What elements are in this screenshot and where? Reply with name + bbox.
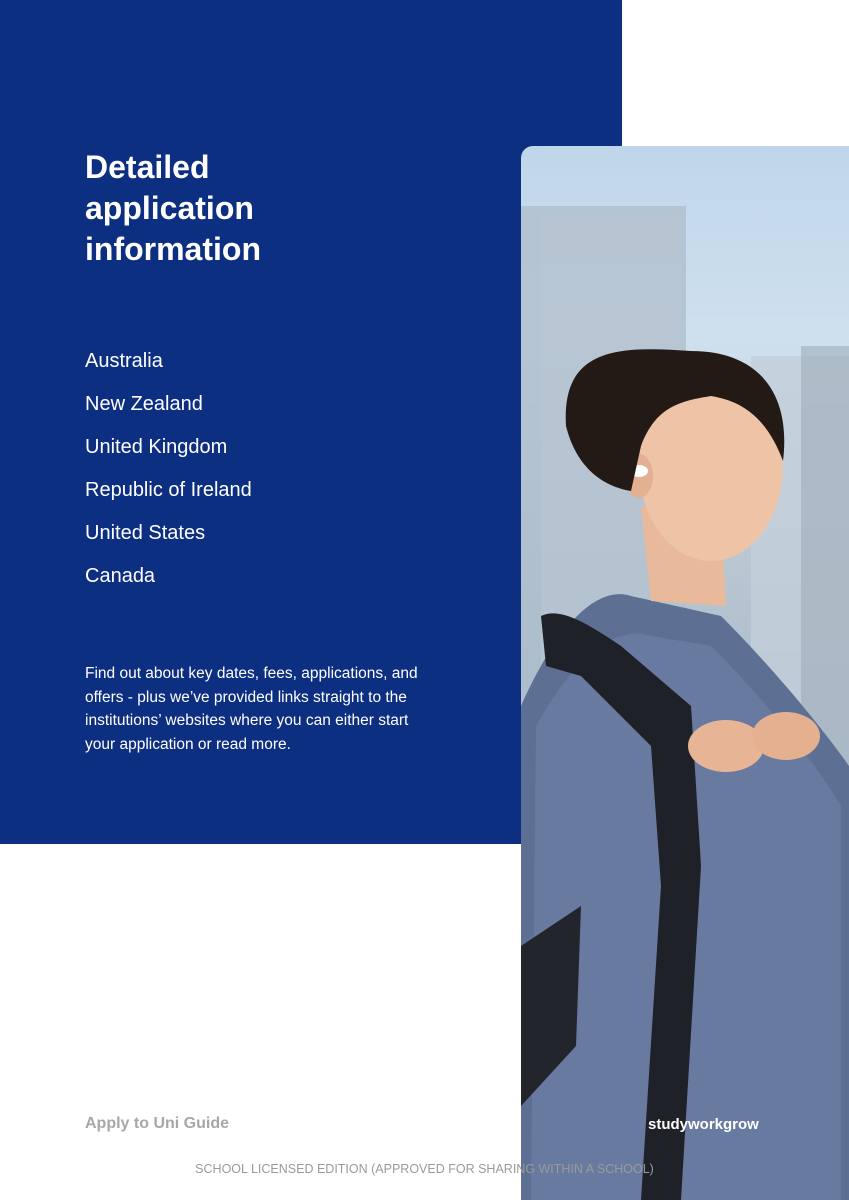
title-line-1: Detailed bbox=[85, 149, 210, 185]
country-item-new-zealand[interactable]: New Zealand bbox=[85, 393, 203, 415]
guide-name: Apply to Uni Guide bbox=[85, 1115, 229, 1132]
page-title bbox=[85, 147, 465, 270]
country-item-united-states[interactable]: United States bbox=[85, 522, 206, 544]
country-item-canada[interactable]: Canada bbox=[85, 565, 156, 587]
title-line-2: application bbox=[85, 190, 254, 226]
brand-logo-text: studyworkgrow bbox=[648, 1116, 759, 1133]
country-item-australia[interactable]: Australia bbox=[85, 350, 163, 372]
description-text: Find out about key dates, fees, applications, and offers - plus we’ve provided links straight to the institutions’ websites where you can either start your application or read more. bbox=[85, 665, 418, 753]
student-photo bbox=[521, 146, 849, 1200]
student-illustration bbox=[521, 146, 849, 1200]
country-item-united-kingdom[interactable]: United Kingdom bbox=[85, 436, 228, 458]
license-notice: SCHOOL LICENSED EDITION (APPROVED FOR SHARING WITHIN A SCHOOL) bbox=[195, 1162, 654, 1176]
title-line-3: information bbox=[85, 231, 261, 267]
country-item-republic-of-ireland[interactable]: Republic of Ireland bbox=[85, 479, 252, 501]
country-list bbox=[85, 340, 252, 598]
